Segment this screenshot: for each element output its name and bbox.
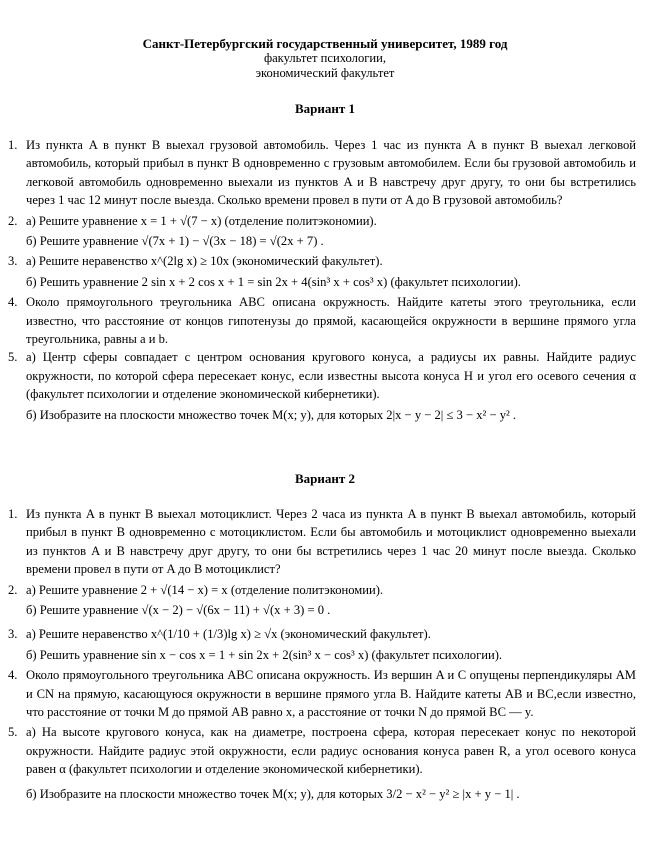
faculty-line-2: экономический факультет bbox=[255, 66, 395, 80]
problem-part-b: б) Решить уравнение 2 sin x + 2 cos x + 1 = sin 2x + 4(sin³ x + cos³ x) (факультет психологии). bbox=[26, 274, 521, 289]
v1-problem-3 bbox=[8, 252, 636, 291]
problem-part-b: б) Изобразите на плоскости множество точек M(x; y), для которых 3/2 − x² − y² ≥ |x + y − 1| . bbox=[26, 786, 520, 801]
problem-text: Из пункта A в пункт B выехал грузовой автомобиль. Через 1 час из пункта A в пункт B выехал легковой автомобиль, который прибыл в пункт B одновременно с грузовым автомобилем. Если бы грузовой автомобиль и легковой автомобиль одновременно выехали из пунктов A и B навстречу друг другу, то они бы встретились через 1 час 12 минут после выезда. Сколько времени провел в пути от A до B грузовой автомобиль? bbox=[26, 138, 636, 208]
v1-problem-1 bbox=[8, 136, 636, 210]
problem-part-a: а) Решите уравнение x = 1 + √(7 − x) (отделение политэкономии). bbox=[26, 213, 377, 228]
v2-problem-2 bbox=[8, 581, 636, 620]
faculty-line-1: факультет психологии, bbox=[263, 51, 387, 65]
problem-number: 1. bbox=[8, 138, 18, 152]
v1-problem-4 bbox=[8, 293, 636, 348]
university-title: Санкт-Петербургский государственный университет, 1989 год bbox=[142, 36, 508, 51]
problem-part-b: б) Решите уравнение √(x − 2) − √(6x − 11) + √(x + 3) = 0 . bbox=[26, 603, 331, 618]
problem-part-a: а) Решите неравенство x^(1/10 + (1/3)lg x) ≥ √x (экономический факультет). bbox=[26, 627, 431, 642]
problem-number: 5. bbox=[8, 350, 18, 365]
problem-text: Около прямоугольного треугольника ABC описана окружность. Из вершин A и C опущены перпендикуляры AM и CN на прямую, касающуюся окружности в вершине прямого угла B. Найдите катеты AB и BC,если известно, что расстояние от точки M до прямой AB равно x, а расстояние от точки N до прямой BC — y. bbox=[26, 668, 636, 720]
problem-part-b: б) Решите уравнение √(7x + 1) − √(3x − 18) = √(2x + 7) . bbox=[26, 234, 324, 249]
problem-text: Из пункта A в пункт B выехал мотоциклист. Через 2 часа из пункта A в пункт B выехал автомобиль, который прибыл в пункт B одновременно с мотоциклистом. Если бы автомобиль и мотоциклист одновременно выехали из пунктов A и B навстречу друг другу, то они бы встретились через 1 час 20 минут после выезда. Сколько времени провел в пути от A до B мотоциклист? bbox=[26, 507, 636, 577]
problem-number: 3. bbox=[8, 627, 18, 642]
v2-problem-3 bbox=[8, 625, 636, 664]
problem-number: 3. bbox=[8, 254, 18, 269]
header bbox=[0, 36, 650, 81]
problem-number: 2. bbox=[8, 213, 18, 228]
variant-1-title: Вариант 1 bbox=[294, 101, 356, 116]
v2-problem-4 bbox=[8, 666, 636, 721]
variant-1-problems bbox=[8, 136, 636, 424]
problem-part-a: а) Решите уравнение 2 + √(14 − x) = x (отделение политэкономии). bbox=[26, 582, 384, 597]
problem-number: 5. bbox=[8, 725, 18, 740]
problem-number: 1. bbox=[8, 507, 18, 521]
problem-text: Около прямоугольного треугольника ABC описана окружность. Найдите катеты этого треугольника, если известно, что расстояние от концов гипотенузы до прямой, касающейся окружности в вершине прямого угла треугольника, равны a и b. bbox=[26, 295, 636, 347]
problem-number: 4. bbox=[8, 668, 18, 683]
variant-2-title: Вариант 2 bbox=[294, 471, 356, 486]
problem-part-b: б) Решить уравнение sin x − cos x = 1 + sin 2x + 2(sin³ x − cos³ x) (факультет психологии). bbox=[26, 647, 503, 662]
v2-problem-1 bbox=[8, 505, 636, 579]
problem-part-b: б) Изобразите на плоскости множество точек M(x; y), для которых 2|x − y − 2| ≤ 3 − x² − y² . bbox=[26, 407, 517, 422]
problem-part-a: а) На высоте кругового конуса, как на диаметре, построена сфера, которая пересекает конус по некоторой окружности. Найдите радиус этой окружности, если радиус основания конуса равен R, а угол осевого конуса равен α (факультет психологии и отделение экономической кибернетики). bbox=[26, 725, 636, 777]
problem-number: 2. bbox=[8, 582, 18, 597]
problem-part-a: а) Решите неравенство x^(2lg x) ≥ 10x (экономический факультет). bbox=[26, 254, 383, 269]
problem-part-a: а) Центр сферы совпадает с центром основания кругового конуса, а радиусы их равны. Найдите радиус окружности, по которой сфера пересекает конус, если известны высота конуса H и угол его осевого сечения α (факультет психологии и отделение экономической кибернетики). bbox=[26, 350, 636, 402]
v2-problem-5 bbox=[8, 723, 636, 803]
v1-problem-5 bbox=[8, 348, 636, 424]
v1-problem-2 bbox=[8, 212, 636, 251]
problem-number: 4. bbox=[8, 295, 18, 310]
variant-2-problems bbox=[8, 505, 636, 803]
